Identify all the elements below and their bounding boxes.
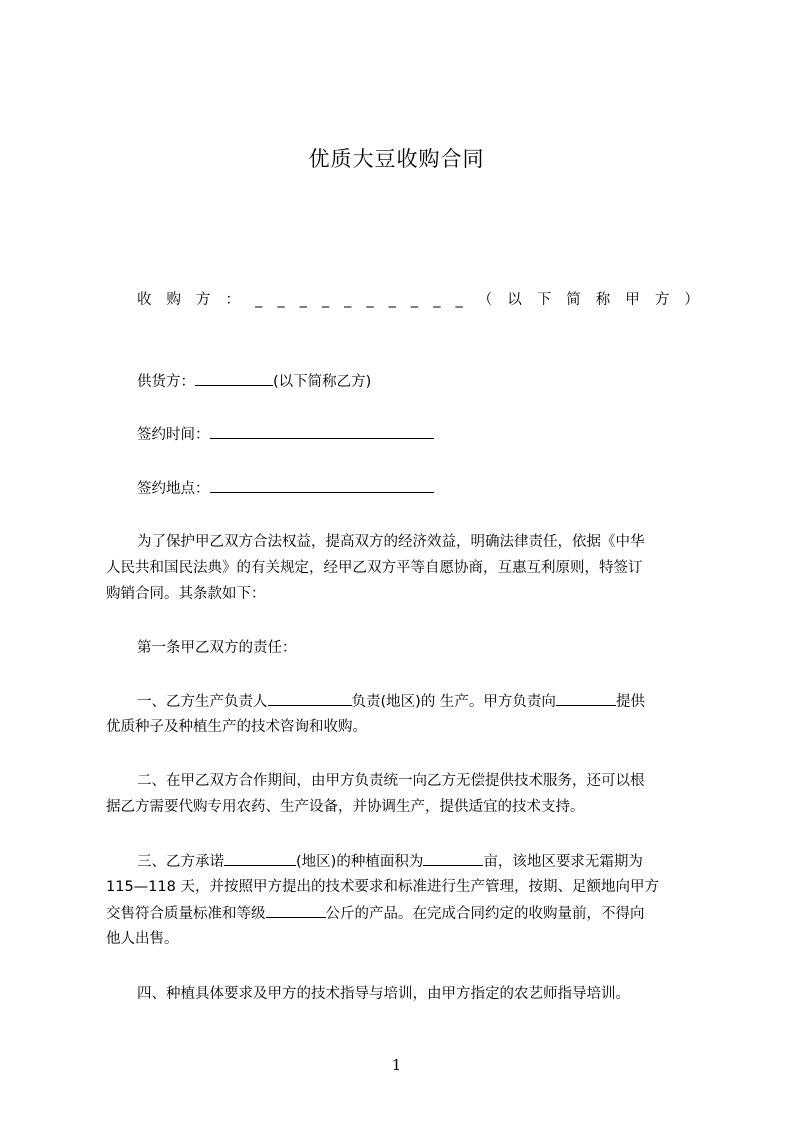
clause3-line-1 — [137, 851, 643, 872]
buyer-char: ： — [225, 292, 241, 308]
clause1-blank-1[interactable] — [268, 691, 352, 706]
clause3-text-c: 亩，该地区要求无霜期为 — [483, 854, 643, 870]
sign-time-label: 签约时间： — [137, 427, 210, 443]
buyer-char: （ — [477, 292, 493, 308]
sign-place-line — [137, 478, 434, 499]
clause3-blank-1[interactable] — [224, 851, 296, 866]
preamble-line-1: 为了保护甲乙双方合法权益，提高双方的经济效益，明确法律责任，依据《中华 — [137, 534, 645, 550]
buyer-line — [137, 290, 699, 310]
supplier-blank[interactable] — [195, 371, 273, 386]
buyer-char: 购 — [166, 292, 182, 308]
clause1-text-c: 提供 — [615, 694, 645, 710]
clause3-text-a: 三、乙方承诺 — [137, 854, 224, 870]
buyer-char: _ — [433, 292, 441, 308]
clause3-blank-3[interactable] — [266, 903, 326, 918]
preamble-line-3: 购销合同。其条款如下： — [106, 586, 266, 602]
preamble-line-2: 人民共和国民法典》的有关规定，经甲乙双方平等自愿协商，互惠互利原则，特签订 — [106, 560, 643, 576]
buyer-char: 以 — [507, 292, 522, 308]
buyer-char: 甲 — [625, 292, 640, 308]
clause3-line-4: 他人出售。 — [106, 931, 179, 947]
sign-place-label: 签约地点： — [137, 481, 210, 497]
clause1-line-1 — [137, 691, 645, 712]
buyer-char: _ — [388, 292, 396, 308]
buyer-char: _ — [366, 292, 374, 308]
clause3-line-3 — [106, 903, 699, 924]
sign-time-line — [137, 424, 434, 445]
article1-heading: 第一条甲乙双方的责任： — [137, 640, 297, 656]
supplier-label: 供货方： — [137, 374, 195, 390]
contract-title: 优质大豆收购合同 — [308, 147, 485, 171]
buyer-char: 收 — [137, 292, 152, 308]
clause3-text-b: (地区)的种植面积为 — [296, 854, 424, 870]
sign-time-blank[interactable] — [210, 424, 434, 439]
supplier-line — [137, 371, 371, 392]
buyer-char: 简 — [566, 292, 581, 308]
clause3-text-d: 交售符合质量标准和等级 — [106, 906, 266, 922]
clause3-line-2: 115—118 天，并按照甲方提出的技术要求和标准进行生产管理，按期、足额地向甲方 — [106, 879, 659, 895]
clause1-blank-2[interactable] — [556, 691, 616, 706]
supplier-suffix: (以下简称乙方) — [273, 374, 372, 390]
page-number: 1 — [391, 1056, 402, 1074]
buyer-char: _ — [277, 292, 285, 308]
clause3-blank-2[interactable] — [423, 851, 483, 866]
clause3-text-e: 公斤的产品。在完成合同约定的收购量前，不得向 — [325, 906, 645, 922]
clause1-line-2: 优质种子及种植生产的技术咨询和收购。 — [106, 719, 367, 735]
buyer-char: _ — [321, 292, 330, 308]
buyer-char: 方 — [196, 292, 211, 308]
clause4-line: 四、种植具体要求及甲方的技术指导与培训，由甲方指定的农艺师指导培训。 — [137, 986, 630, 1002]
buyer-char: ） — [684, 292, 699, 308]
buyer-char: _ — [299, 292, 307, 308]
buyer-char: 方 — [654, 292, 670, 308]
buyer-char: 称 — [595, 292, 611, 308]
buyer-char: _ — [410, 292, 419, 308]
clause1-text-a: 一、乙方生产负责人 — [137, 694, 268, 710]
buyer-char: 下 — [536, 292, 552, 308]
buyer-char: _ — [255, 292, 263, 308]
clause1-text-b: 负责(地区)的 生产。甲方负责向 — [351, 694, 556, 710]
clause2-line-1: 二、在甲乙双方合作期间，由甲方负责统一向乙方无偿提供技术服务，还可以根 — [137, 773, 645, 789]
sign-place-blank[interactable] — [210, 478, 434, 493]
clause2-line-2: 据乙方需要代购专用农药、生产设备，并协调生产，提供适宜的技术支持。 — [106, 799, 585, 815]
buyer-char: _ — [455, 292, 463, 308]
buyer-char: _ — [344, 292, 352, 308]
